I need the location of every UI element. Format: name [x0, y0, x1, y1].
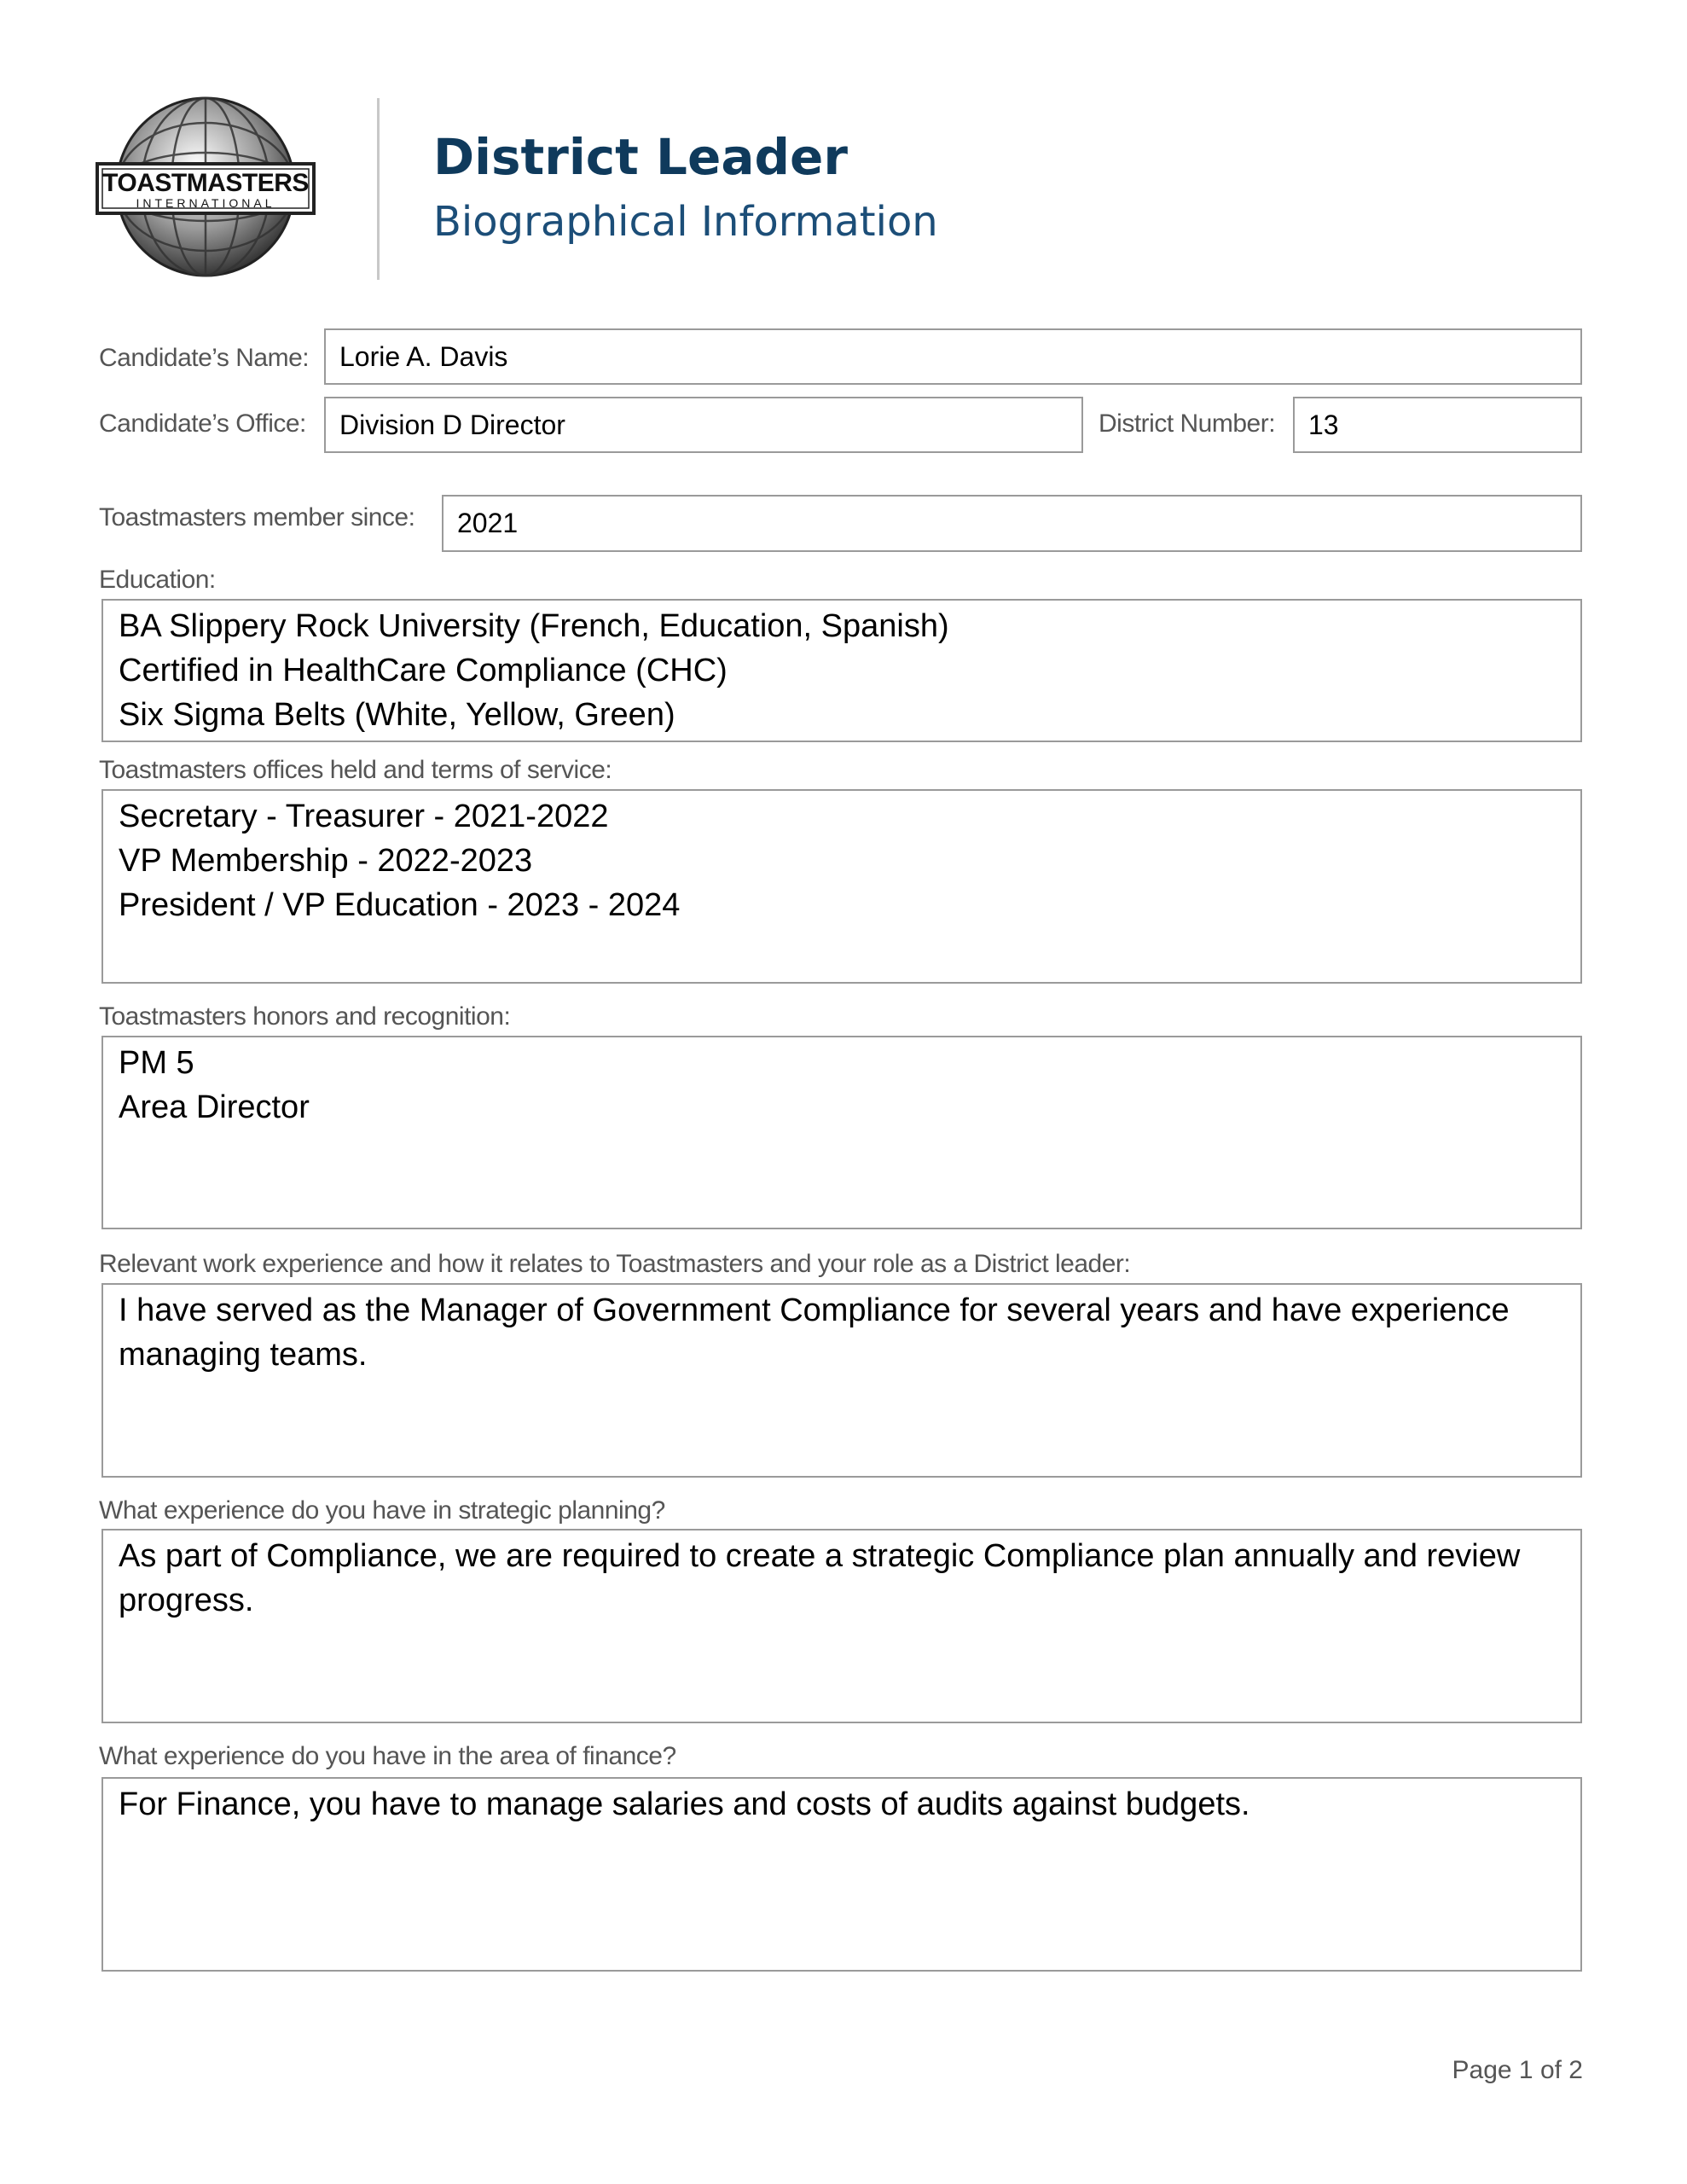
offices-line: VP Membership - 2022-2023: [119, 843, 533, 879]
offices-label: Toastmasters offices held and terms of service:: [99, 756, 612, 784]
offices-field[interactable]: [101, 789, 1582, 984]
district-number-label: District Number:: [1099, 410, 1276, 438]
honors-label: Toastmasters honors and recognition:: [99, 1002, 511, 1031]
education-label: Education:: [99, 566, 216, 594]
strategic-planning-text: As part of Compliance, we are required to create a strategic Compliance plan annually and review progress.: [119, 1538, 1521, 1618]
toastmasters-logo: [94, 96, 317, 279]
education-field[interactable]: [101, 599, 1582, 742]
logo-wordmark: TOASTMASTERS: [102, 169, 309, 197]
work-experience-field[interactable]: [101, 1283, 1582, 1478]
education-line: BA Slippery Rock University (French, Education, Spanish): [119, 608, 949, 644]
candidate-name-field[interactable]: Lorie A. Davis: [324, 328, 1582, 385]
member-since-field[interactable]: 2021: [442, 495, 1582, 552]
work-experience-label: Relevant work experience and how it relates to Toastmasters and your role as a District leader:: [99, 1250, 1131, 1278]
page-number: Page 1 of 2: [1452, 2056, 1583, 2084]
candidate-name-label: Candidate’s Name:: [99, 344, 310, 372]
strategic-planning-label: What experience do you have in strategic planning?: [99, 1496, 665, 1525]
honors-field[interactable]: [101, 1036, 1582, 1229]
page-subtitle: Biographical Information: [433, 198, 938, 246]
candidate-office-field[interactable]: Division D Director: [324, 397, 1083, 453]
member-since-label: Toastmasters member since:: [99, 503, 415, 531]
page-title: District Leader: [433, 128, 848, 186]
district-number-field[interactable]: 13: [1293, 397, 1582, 453]
work-experience-text: I have served as the Manager of Government Compliance for several years and have experience managing teams.: [119, 1292, 1510, 1373]
education-line: Six Sigma Belts (White, Yellow, Green): [119, 697, 675, 733]
offices-line: President / VP Education - 2023 - 2024: [119, 887, 681, 923]
honors-line: PM 5: [119, 1045, 194, 1081]
finance-field[interactable]: [101, 1777, 1582, 1972]
education-line: Certified in HealthCare Compliance (CHC): [119, 653, 728, 688]
logo-subtext: INTERNATIONAL: [136, 196, 275, 210]
finance-label: What experience do you have in the area of finance?: [99, 1742, 676, 1770]
offices-line: Secretary - Treasurer - 2021-2022: [119, 799, 609, 834]
honors-line: Area Director: [119, 1089, 310, 1125]
strategic-planning-field[interactable]: [101, 1529, 1582, 1723]
finance-text: For Finance, you have to manage salaries and costs of audits against budgets.: [119, 1786, 1250, 1822]
candidate-office-label: Candidate’s Office:: [99, 410, 306, 438]
header-divider: [377, 98, 380, 280]
